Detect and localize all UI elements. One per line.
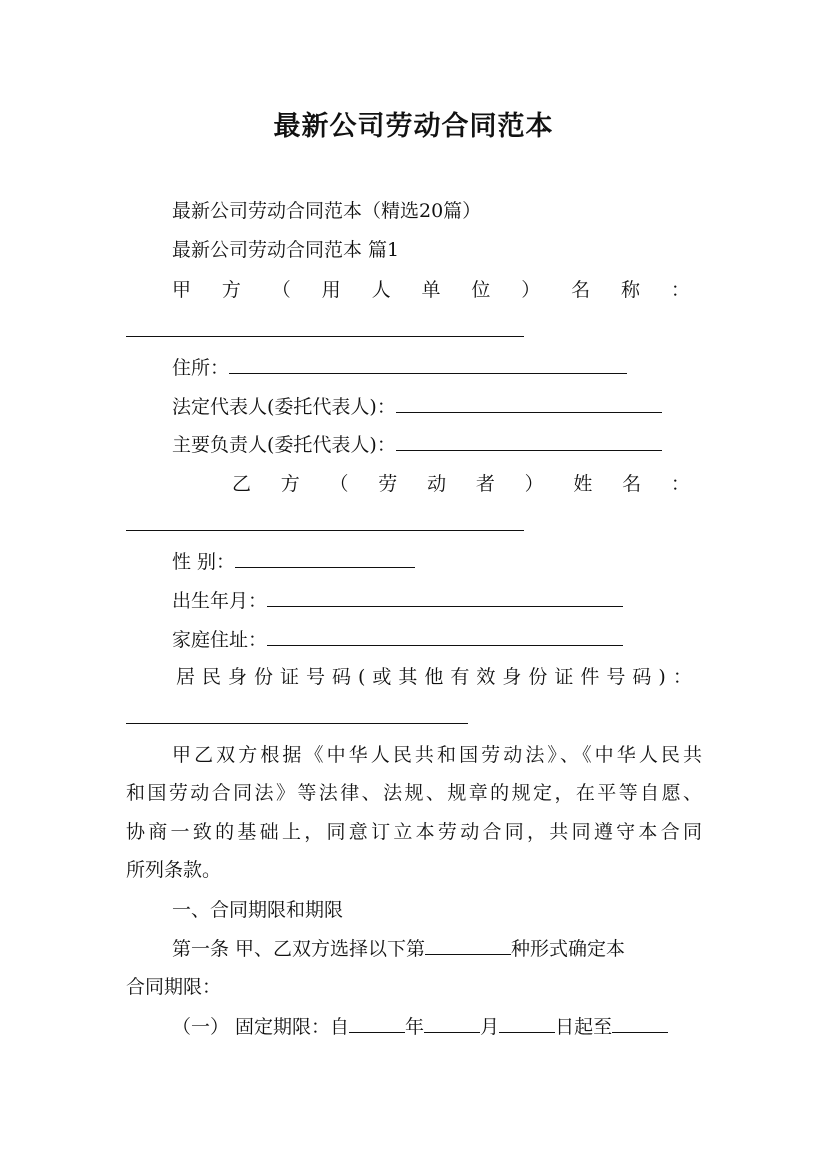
label-char: 人 [371, 279, 391, 301]
paragraph-line: 所列条款。 [126, 859, 222, 881]
label-char: 乙 [232, 473, 252, 495]
month-label: 月 [480, 1016, 500, 1038]
label-char: 号 [606, 666, 626, 688]
label-char: 劳 [378, 473, 398, 495]
legal-rep-row [172, 394, 662, 419]
label-char: 称 [621, 279, 641, 301]
label-char: ） [524, 473, 544, 495]
label-char: 他 [424, 666, 444, 688]
article-heading: 最新公司劳动合同范本 篇1 [172, 239, 400, 261]
label-char: 效 [476, 666, 496, 688]
label-char: 或 [372, 666, 392, 688]
label-char: ： [670, 473, 690, 495]
label-char: ) [658, 666, 666, 688]
document-subtitle: 最新公司劳动合同范本（精选20篇） [172, 200, 482, 222]
label-char: 居 [176, 666, 196, 688]
document-title: 最新公司劳动合同范本 [273, 111, 554, 142]
label-char: 份 [528, 666, 548, 688]
label-char: 号 [306, 666, 326, 688]
label-char: （ [329, 473, 349, 495]
label-char: 其 [398, 666, 418, 688]
label-char: 位 [471, 279, 491, 301]
address-blank [229, 355, 627, 374]
gender-row [172, 549, 415, 574]
party-b-name-label [232, 472, 690, 496]
party-a-name-blank [126, 336, 524, 337]
paragraph-line: 甲乙双方根据《中华人民共和国劳动法》、《中华人民共 [172, 744, 702, 766]
label-char: ( [358, 666, 366, 688]
birth-label: 出生年月： [172, 590, 268, 612]
id-number-blank [126, 723, 468, 724]
label-char: 证 [280, 666, 300, 688]
form-choice-blank [425, 936, 511, 955]
start-month-blank [424, 1014, 480, 1033]
paragraph-line: 协商一致的基础上，同意订立本劳动合同，共同遵守本合同 [126, 821, 702, 843]
end-blank [612, 1014, 668, 1033]
label-char: 有 [450, 666, 470, 688]
paragraph-line: 和国劳动合同法》等法律、法规、规章的规定，在平等自愿、 [126, 782, 702, 804]
home-address-blank [267, 627, 623, 646]
party-a-name-label [172, 278, 690, 302]
label-char: 甲 [172, 279, 192, 301]
label-char: 身 [502, 666, 522, 688]
article-1-row [172, 936, 625, 961]
label-char: 动 [427, 473, 447, 495]
label-char: 身 [228, 666, 248, 688]
label-char: 码 [332, 666, 352, 688]
start-day-blank [499, 1014, 555, 1033]
label-char: ） [521, 279, 541, 301]
home-address-row [172, 627, 623, 652]
legal-rep-label: 法定代表人(委托代表人)： [172, 396, 396, 418]
label-char: 名 [622, 473, 642, 495]
year-label: 年 [405, 1016, 425, 1038]
label-char: 证 [554, 666, 574, 688]
article-1-text: 第一条 甲、乙双方选择以下第 [172, 938, 426, 960]
label-char: 单 [421, 279, 441, 301]
label-char: 方 [280, 473, 300, 495]
label-char: 件 [580, 666, 600, 688]
party-b-name-blank [126, 530, 524, 531]
label-char: 码 [632, 666, 652, 688]
birth-blank [267, 588, 623, 607]
main-person-row [172, 432, 662, 457]
label-char: ： [670, 279, 690, 301]
main-person-blank [396, 432, 662, 451]
address-row [172, 355, 627, 380]
label-char: 份 [254, 666, 274, 688]
label-char: 民 [202, 666, 222, 688]
start-year-blank [349, 1014, 405, 1033]
gender-blank [235, 549, 415, 568]
article-1-text-end: 种形式确定本 [511, 938, 626, 960]
section-heading: 一、合同期限和期限 [172, 899, 344, 921]
article-1-line-2: 合同期限： [126, 976, 222, 998]
label-char: 方 [221, 279, 241, 301]
birth-row [172, 588, 623, 613]
label-char: （ [271, 279, 291, 301]
day-from-label: 日起至 [555, 1016, 613, 1038]
label-char: 名 [571, 279, 591, 301]
legal-rep-blank [396, 394, 662, 413]
id-number-label [176, 665, 692, 689]
fixed-term-label: （一） 固定期限：自 [172, 1016, 350, 1038]
home-address-label: 家庭住址： [172, 629, 268, 651]
label-char: ： [672, 666, 692, 688]
label-char: 姓 [573, 473, 593, 495]
main-person-label: 主要负责人(委托代表人)： [172, 434, 396, 456]
fixed-term-row [172, 1014, 668, 1039]
address-label: 住所： [172, 357, 230, 379]
gender-label: 性 别： [172, 551, 236, 573]
label-char: 者 [475, 473, 495, 495]
label-char: 用 [321, 279, 341, 301]
